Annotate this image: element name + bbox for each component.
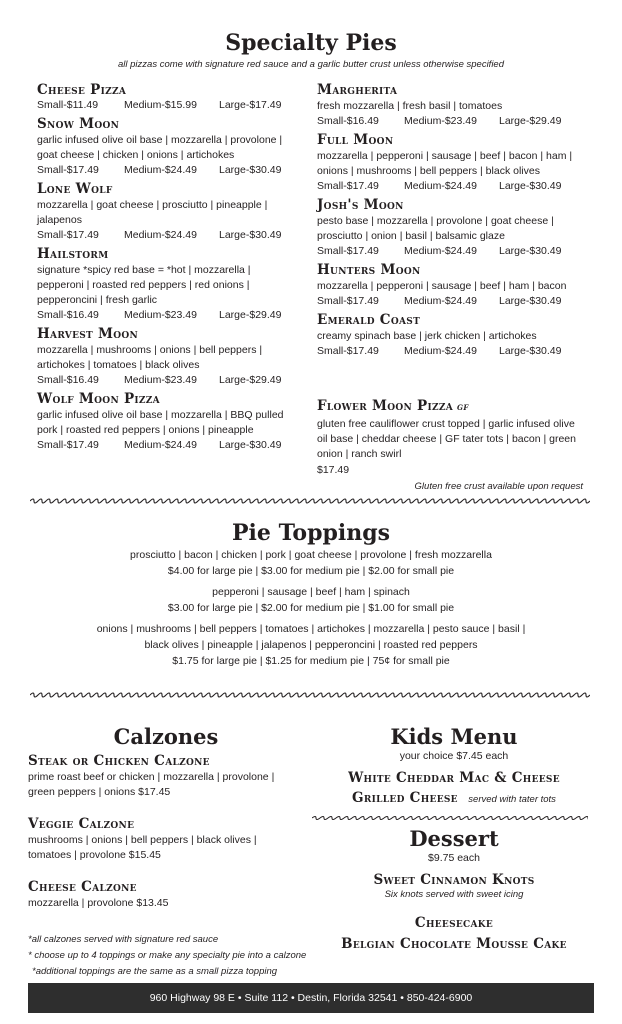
dessert-item: Cheesecake: [414, 915, 494, 931]
item-prices: [317, 244, 587, 259]
price-small: Small-$17.49: [317, 180, 379, 192]
price-small: Small-$17.49: [317, 245, 379, 257]
kids-item-note: served with tater tots: [468, 794, 556, 805]
calzone-item: [28, 753, 298, 800]
calzones-list: [28, 750, 298, 927]
price-medium: Medium-$24.49: [124, 229, 197, 241]
footer-address-bar: 960 Highway 98 E • Suite 112 • Destin, Florida 32541 • 850-424-6900: [28, 983, 594, 1013]
price-large: Large-$30.49: [499, 245, 562, 257]
dessert-title: Dessert: [409, 826, 499, 851]
item-name: Lone Wolf: [37, 181, 113, 197]
price-large: Large-$30.49: [499, 295, 562, 307]
item-prices: [317, 344, 587, 359]
dessert-item-note: Six knots served with sweet icing: [384, 889, 524, 900]
menu-item: [317, 197, 587, 259]
menu-item: [317, 312, 587, 359]
item-description: mozzarella | pepperoni | sausage | beef | bacon | ham | onions | mushrooms | bell peppers | black olives: [317, 150, 573, 177]
item-name: Hailstorm: [37, 246, 109, 262]
item-prices: [37, 308, 299, 323]
item-name: Josh's Moon: [317, 197, 404, 213]
specialty-right-column: [317, 79, 587, 359]
price-small: Small-$16.49: [37, 309, 99, 321]
price-medium: Medium-$23.49: [404, 115, 477, 127]
item-description: pesto base | mozzarella | provolone | goat cheese | prosciutto | onion | basil | balsamic glaze: [317, 215, 554, 242]
item-prices: [37, 373, 299, 388]
calzone-note: *additional toppings are the same as a small pizza topping: [32, 966, 278, 977]
menu-item: [317, 132, 587, 194]
price-large: Large-$30.49: [499, 345, 562, 357]
toppings-group1-prices: $4.00 for large pie | $3.00 for medium pie | $2.00 for small pie: [167, 565, 455, 577]
item-description: mozzarella | goat cheese | prosciutto | pineapple | jalapenos: [37, 199, 268, 226]
menu-item: [317, 82, 587, 129]
item-name: Veggie Calzone: [28, 816, 135, 832]
specialty-pies-title: Specialty Pies: [225, 30, 397, 56]
dessert-section: [312, 826, 596, 952]
wavy-divider: [30, 691, 590, 699]
item-description: garlic infused olive oil base | mozzarella | provolone | goat cheese | chicken | onions | artichokes: [37, 134, 283, 161]
price-medium: Medium-$24.49: [404, 180, 477, 192]
dessert-item: Sweet Cinnamon Knots: [373, 872, 535, 888]
menu-item: [37, 116, 299, 178]
kids-menu-section: [312, 724, 596, 807]
kids-item: White Cheddar Mac & Cheese: [348, 770, 560, 786]
price-small: Small-$17.49: [37, 439, 99, 451]
price-medium: Medium-$24.49: [124, 439, 197, 451]
price-large: Large-$17.49: [219, 99, 282, 111]
price-medium: Medium-$24.49: [404, 345, 477, 357]
item-name: Emerald Coast: [317, 312, 421, 328]
calzone-notes: [28, 932, 318, 980]
price-small: Small-$17.49: [317, 295, 379, 307]
wavy-divider: [30, 497, 590, 505]
price-large: Large-$30.49: [219, 164, 282, 176]
item-description: signature *spicy red base = *hot | mozzarella | pepperoni | roasted red peppers | red onions | pepperoncini | fresh garlic: [37, 264, 251, 306]
item-price: $17.49: [317, 464, 350, 476]
item-name: Flower Moon Pizza: [317, 398, 454, 414]
menu-item: [37, 82, 299, 113]
item-description: mushrooms | onions | bell peppers | black olives | tomatoes | provolone $15.45: [28, 834, 257, 861]
flower-moon-item: [317, 395, 587, 478]
item-prices: [317, 179, 587, 194]
item-name: Steak or Chicken Calzone: [28, 753, 210, 769]
price-large: Large-$29.49: [219, 309, 282, 321]
price-medium: Medium-$24.49: [404, 295, 477, 307]
gf-badge: GF: [457, 403, 469, 412]
kids-menu-title: Kids Menu: [390, 724, 518, 749]
item-name: Cheese Calzone: [28, 879, 137, 895]
item-name: Cheese Pizza: [37, 82, 127, 98]
item-name: Full Moon: [317, 132, 394, 148]
calzone-item: [28, 816, 298, 863]
item-description: garlic infused olive oil base | mozzarella | BBQ pulled pork | roasted red peppers | onions | pineapple: [37, 409, 284, 436]
calzone-note: * choose up to 4 toppings or make any specialty pie into a calzone: [28, 950, 307, 961]
price-medium: Medium-$23.49: [124, 309, 197, 321]
item-description: mozzarella | provolone $13.45: [28, 897, 169, 909]
item-name: Hunters Moon: [317, 262, 421, 278]
calzone-item: [28, 879, 298, 911]
menu-item: [37, 326, 299, 388]
calzone-note: *all calzones served with signature red sauce: [28, 934, 219, 945]
item-name: Snow Moon: [37, 116, 120, 132]
item-description: gluten free cauliflower crust topped | garlic infused olive oil base | cheddar cheese | GF tater tots | bacon | green onion | ranch swirl: [317, 418, 576, 460]
price-medium: Medium-$15.99: [124, 99, 197, 111]
item-name: Harvest Moon: [37, 326, 139, 342]
kids-price-note: your choice $7.45 each: [399, 750, 509, 762]
price-small: Small-$17.49: [317, 345, 379, 357]
kids-item: Grilled Cheese: [352, 790, 458, 806]
toppings-group3-prices: $1.75 for large pie | $1.25 for medium pie | 75¢ for small pie: [172, 655, 450, 667]
price-large: Large-$30.49: [219, 439, 282, 451]
menu-item: [37, 246, 299, 323]
wavy-divider: [312, 815, 588, 821]
item-prices: [317, 114, 587, 129]
price-medium: Medium-$24.49: [124, 164, 197, 176]
price-medium: Medium-$23.49: [124, 374, 197, 386]
toppings-group3-items-b: black olives | pineapple | jalapenos | pepperoncini | roasted red peppers: [144, 639, 478, 651]
menu-item: [37, 391, 299, 453]
price-medium: Medium-$24.49: [404, 245, 477, 257]
price-small: Small-$16.49: [37, 374, 99, 386]
price-small: Small-$17.49: [37, 164, 99, 176]
toppings-group2-prices: $3.00 for large pie | $2.00 for medium pie | $1.00 for small pie: [167, 602, 455, 614]
calzones-title: Calzones: [113, 724, 219, 749]
price-large: Large-$29.49: [219, 374, 282, 386]
menu-item: [317, 262, 587, 309]
item-description: prime roast beef or chicken | mozzarella | provolone | green peppers | onions $17.45: [28, 771, 275, 798]
item-description: mozzarella | pepperoni | sausage | beef | ham | bacon: [317, 280, 567, 292]
specialty-left-column: [37, 79, 299, 453]
price-large: Large-$29.49: [499, 115, 562, 127]
toppings-group1-items: prosciutto | bacon | chicken | pork | goat cheese | provolone | fresh mozzarella: [130, 549, 492, 561]
price-small: Small-$11.49: [37, 99, 99, 111]
price-large: Large-$30.49: [219, 229, 282, 241]
item-prices: [37, 438, 299, 453]
dessert-price-note: $9.75 each: [428, 852, 480, 864]
price-large: Large-$30.49: [499, 180, 562, 192]
price-small: Small-$16.49: [317, 115, 379, 127]
item-description: fresh mozzarella | fresh basil | tomatoes: [317, 100, 503, 112]
item-name: Wolf Moon Pizza: [37, 391, 160, 407]
item-description: creamy spinach base | jerk chicken | artichokes: [317, 330, 537, 342]
specialty-pies-subtitle: all pizzas come with signature red sauce and a garlic butter crust unless otherwise specified: [118, 59, 504, 70]
item-description: mozzarella | mushrooms | onions | bell peppers | artichokes | tomatoes | black olives: [37, 344, 263, 371]
item-prices: [37, 228, 299, 243]
item-prices: [37, 163, 299, 178]
item-name: Margherita: [317, 82, 398, 98]
price-small: Small-$17.49: [37, 229, 99, 241]
gluten-note: Gluten free crust available upon request: [414, 481, 583, 492]
menu-item: [37, 181, 299, 243]
toppings-group3-items-a: onions | mushrooms | bell peppers | tomatoes | artichokes | mozzarella | pesto sauce | basil |: [96, 623, 526, 635]
item-prices: [317, 294, 587, 309]
item-prices: [37, 98, 299, 113]
toppings-group2-items: pepperoni | sausage | beef | ham | spinach: [212, 586, 410, 598]
pie-toppings-title: Pie Toppings: [232, 520, 390, 546]
dessert-item: Belgian Chocolate Mousse Cake: [341, 936, 567, 952]
